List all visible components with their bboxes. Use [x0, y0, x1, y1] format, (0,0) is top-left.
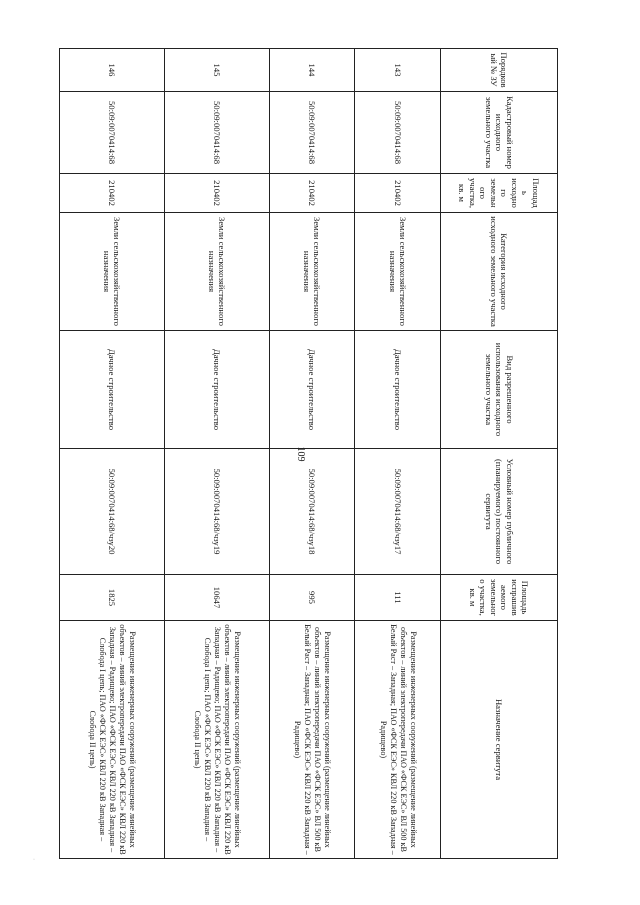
- cell-cadastral: 50:09:0070414:68: [60, 92, 165, 174]
- header-servitude-no: Условный номер публичного (планируемого) постоянного сервитута: [441, 449, 558, 575]
- header-row: [441, 49, 558, 859]
- cell-no: 146: [60, 49, 165, 92]
- header-req-area: Площадь испрашиваемого земельного участка, кв. м: [441, 575, 558, 621]
- cell-cadastral: 50:09:0070414:68: [164, 92, 269, 174]
- cell-cadastral: 50:09:0070414:68: [269, 92, 355, 174]
- cell-area: 210402: [355, 174, 441, 213]
- cell-purpose: Размещение инженерных сооружений (размещение линейных объектов – линий электропередачи ПАО «ФСК ЕЭС» КВЛ 220 кВ Западная – Радищево; ПАО «ФСК ЕЭС» КВЛ 220 кВ Западная – Слобода I цепь; ПАО «ФСК ЕЭС» КВЛ 220 кВ Западная – Слобода II цепь): [60, 621, 165, 859]
- cell-category: Земли сельскохозяйственного назначения: [164, 213, 269, 331]
- cell-servitude-no: 50:09:0070414:68/чзу20: [60, 449, 165, 575]
- cell-req-area: 995: [269, 575, 355, 621]
- cell-no: 144: [269, 49, 355, 92]
- table-row: [60, 49, 165, 859]
- cell-cadastral: 50:09:0070414:68: [355, 92, 441, 174]
- header-purpose: Назначение сервитута: [441, 621, 558, 859]
- table-row: [355, 49, 441, 859]
- header-cadastral: Кадастровый номер исходного земельного участка: [441, 92, 558, 174]
- cell-use: Дачное строительство: [164, 331, 269, 449]
- table-row: [269, 49, 355, 859]
- cell-purpose: Размещение инженерных сооружений (размещение линейных объектов – линий электропередачи ПАО «ФСК ЕЭС» ВЛ 500 кВ Белый Раст – Западная; ПАО «ФСК ЕЭС» КВЛ 220 кВ Западная – Радищево): [355, 621, 441, 859]
- cell-req-area: 1825: [60, 575, 165, 621]
- cell-category: Земли сельскохозяйственного назначения: [60, 213, 165, 331]
- cell-use: Дачное строительство: [269, 331, 355, 449]
- cell-category: Земли сельскохозяйственного назначения: [269, 213, 355, 331]
- header-no: Порядковый № ЗУ: [441, 49, 558, 92]
- cell-req-area: 111: [355, 575, 441, 621]
- cell-use: Дачное строительство: [355, 331, 441, 449]
- rotated-table-wrapper: [59, 48, 558, 858]
- scan-dot: ·: [33, 857, 35, 863]
- cell-no: 143: [355, 49, 441, 92]
- page-number: 109: [295, 446, 306, 462]
- cell-servitude-no: 50:09:0070414:68/чзу19: [164, 449, 269, 575]
- table-row: [164, 49, 269, 859]
- header-category: Категория исходного исходного земельного участка: [441, 213, 558, 331]
- cell-purpose: Размещение инженерных сооружений (размещение линейных объектов – линий электропередачи ПАО «ФСК ЕЭС» ВЛ 500 кВ Белый Раст – Западная; ПАО «ФСК ЕЭС» КВЛ 220 кВ Западная – Радищево): [269, 621, 355, 859]
- cell-req-area: 10647: [164, 575, 269, 621]
- cell-servitude-no: 50:09:0070414:68/чзу18: [269, 449, 355, 575]
- header-area: Площадь исходного земельного участка, кв. м: [441, 174, 558, 213]
- cell-servitude-no: 50:09:0070414:68/чзу17: [355, 449, 441, 575]
- cell-area: 210402: [269, 174, 355, 213]
- cell-no: 145: [164, 49, 269, 92]
- cell-category: Земли сельскохозяйственного назначения: [355, 213, 441, 331]
- cell-area: 210402: [164, 174, 269, 213]
- cell-area: 210402: [60, 174, 165, 213]
- cell-use: Дачное строительство: [60, 331, 165, 449]
- header-use: Вид разрешенного использования исходного земельного участка: [441, 331, 558, 449]
- cell-purpose: Размещение инженерных сооружений (размещение линейных объектов – линий электропередачи ПАО «ФСК ЕЭС» КВЛ 220 кВ Западная – Радищево; ПАО «ФСК ЕЭС» КВЛ 220 кВ Западная – Слобода I цепь; ПАО «ФСК ЕЭС» КВЛ 220 кВ Западная – Слобода II цепь): [164, 621, 269, 859]
- servitude-table: [59, 48, 558, 859]
